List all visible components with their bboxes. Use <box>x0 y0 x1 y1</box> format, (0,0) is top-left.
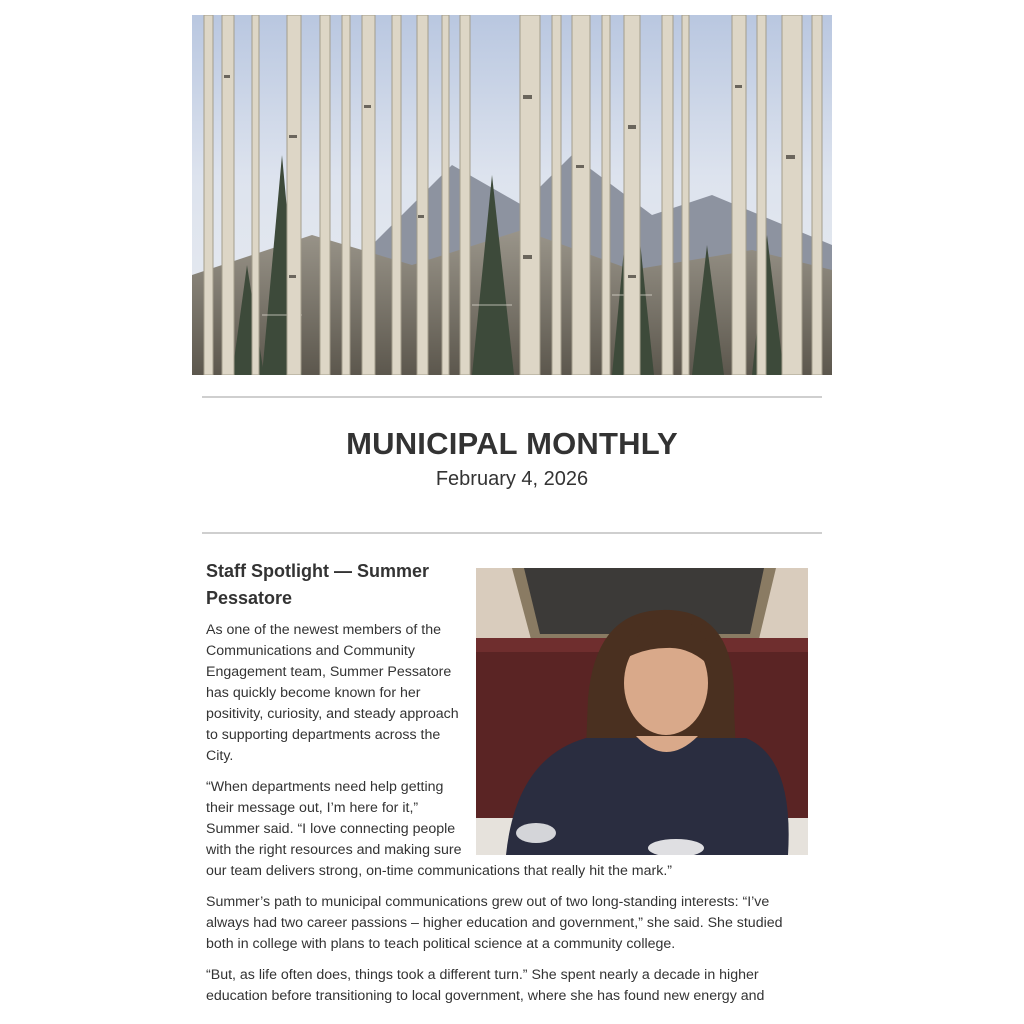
top-divider <box>202 396 822 398</box>
article-paragraph: As one of the newest members of the Communications and Community Engagement team, Summer Pessatore has quickly become known for her positivity, curiosity, and steady approach to supporting departments across the City. <box>206 622 459 764</box>
article-paragraph: Summer’s path to municipal communications grew out of two long-standing interests: “I’ve always had two career passions – higher education and government,” she said. She studied both in college with plans to teach political science at a community college. <box>206 894 783 952</box>
article-paragraph: “When departments need help getting their message out, I’m here for it,” Summer said. “I love connecting people with the right resources and making sure our team delivers strong, on-time communications that really hit the mark.” <box>206 779 673 879</box>
article-paragraph: “But, as life often does, things took a different turn.” She spent nearly a decade in higher education before transitioning to local government, where she has found new energy and <box>206 967 765 1004</box>
article-heading: Staff Spotlight — Summer Pessatore <box>206 561 430 608</box>
bottom-divider <box>202 532 822 534</box>
hero-image <box>192 15 832 375</box>
masthead <box>202 426 822 492</box>
issue-date: February 4, 2026 <box>435 468 589 490</box>
newsletter-title: MUNICIPAL MONTHLY <box>346 426 678 461</box>
article <box>206 558 806 1017</box>
staff-photo <box>476 568 808 855</box>
